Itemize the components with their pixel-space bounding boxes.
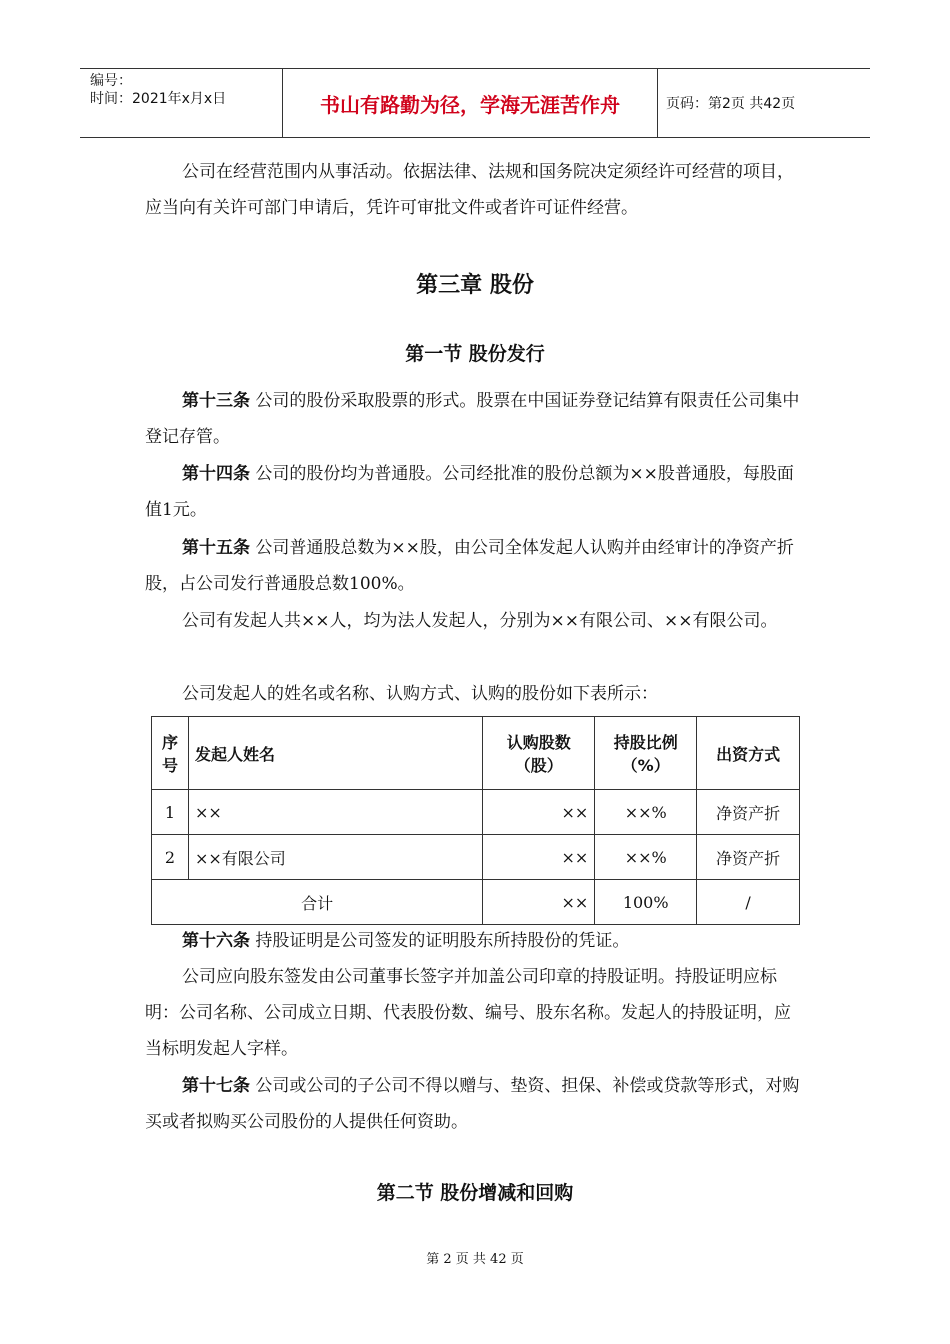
header-meta [80,69,282,137]
article-14 [145,456,807,528]
article-15-paragraph-2: 公司有发起人共××人，均为法人发起人，分别为××有限公司、××有限公司。 [182,611,778,631]
cell-shares: ×× [483,835,595,880]
cell-method: 净资产折 [697,835,800,880]
article-13-text: 公司的股份采取股票的形式。股票在中国证券登记结算有限责任公司集中登记存管。 [145,391,800,447]
founders-table [151,716,800,925]
header-shares: 认购股数（股） [483,717,595,790]
cell-shares: ×× [483,790,595,835]
table-row [152,835,800,880]
cell-method: 净资产折 [697,790,800,835]
total-shares: ×× [483,880,595,925]
total-method: / [697,880,800,925]
header-ratio: 持股比例（%） [595,717,697,790]
page-footer: 第 2 页 共 42 页 [426,1252,524,1267]
article-16-text: 持股证明是公司签发的证明股东所持股份的凭证。 [250,931,630,951]
article-17-text: 公司或公司的子公司不得以赠与、垫资、担保、补偿或贷款等形式，对购买或者拟购买公司股份的人提供任何资助。 [145,1076,800,1132]
article-14-text: 公司的股份均为普通股。公司经批准的股份总额为××股普通股，每股面值1元。 [145,464,794,520]
time-label: 时间：2021年x月x日 [90,91,227,107]
article-14-label: 第十四条 [182,464,250,484]
article-13-label: 第十三条 [182,391,250,411]
header-method: 出资方式 [697,717,800,790]
article-17 [145,1068,807,1140]
header-seq: 序号 [152,717,189,790]
cell-ratio: ××% [595,790,697,835]
section-title-1: 第一节 股份发行 [405,343,545,365]
article-15 [145,530,807,602]
article-16-paragraph-2: 公司应向股东签发由公司董事长签字并加盖公司印章的持股证明。持股证明应标明：公司名称、公司成立日期、代表股份数、编号、股东名称。发起人的持股证明，应当标明发起人字样。 [145,967,791,1059]
article-15-text: 公司普通股总数为××股，由公司全体发起人认购并由经审计的净资产折股，占公司发行普通股总数100%。 [145,538,794,594]
cell-name: ××有限公司 [188,835,482,880]
header-name: 发起人姓名 [188,717,482,790]
article-15-label: 第十五条 [182,538,250,558]
header-page-info: 页码：第2页 共42页 [666,96,796,112]
article-16-label: 第十六条 [182,931,250,951]
article-15-paragraph-3: 公司发起人的姓名或名称、认购方式、认购的股份如下表所示： [182,684,658,704]
page-header [80,68,870,138]
article-17-label: 第十七条 [182,1076,250,1096]
cell-seq: 2 [152,835,189,880]
table-row [152,790,800,835]
cell-ratio: ××% [595,835,697,880]
cell-name: ×× [188,790,482,835]
header-motto: 书山有路勤为径，学海无涯苦作舟 [282,69,658,137]
article-16 [145,923,807,959]
intro-paragraph: 公司在经营范围内从事活动。依据法律、法规和国务院决定须经许可经营的项目，应当向有关许可部门申请后，凭许可审批文件或者许可证件经营。 [145,162,794,218]
serial-label: 编号： [90,73,132,89]
cell-seq: 1 [152,790,189,835]
chapter-title: 第三章 股份 [416,273,534,298]
section-title-2: 第二节 股份增减和回购 [376,1182,574,1204]
table-header-row [152,717,800,790]
total-ratio: 100% [595,880,697,925]
total-label: 合计 [152,880,483,925]
article-13 [145,383,807,455]
table-total-row [152,880,800,925]
